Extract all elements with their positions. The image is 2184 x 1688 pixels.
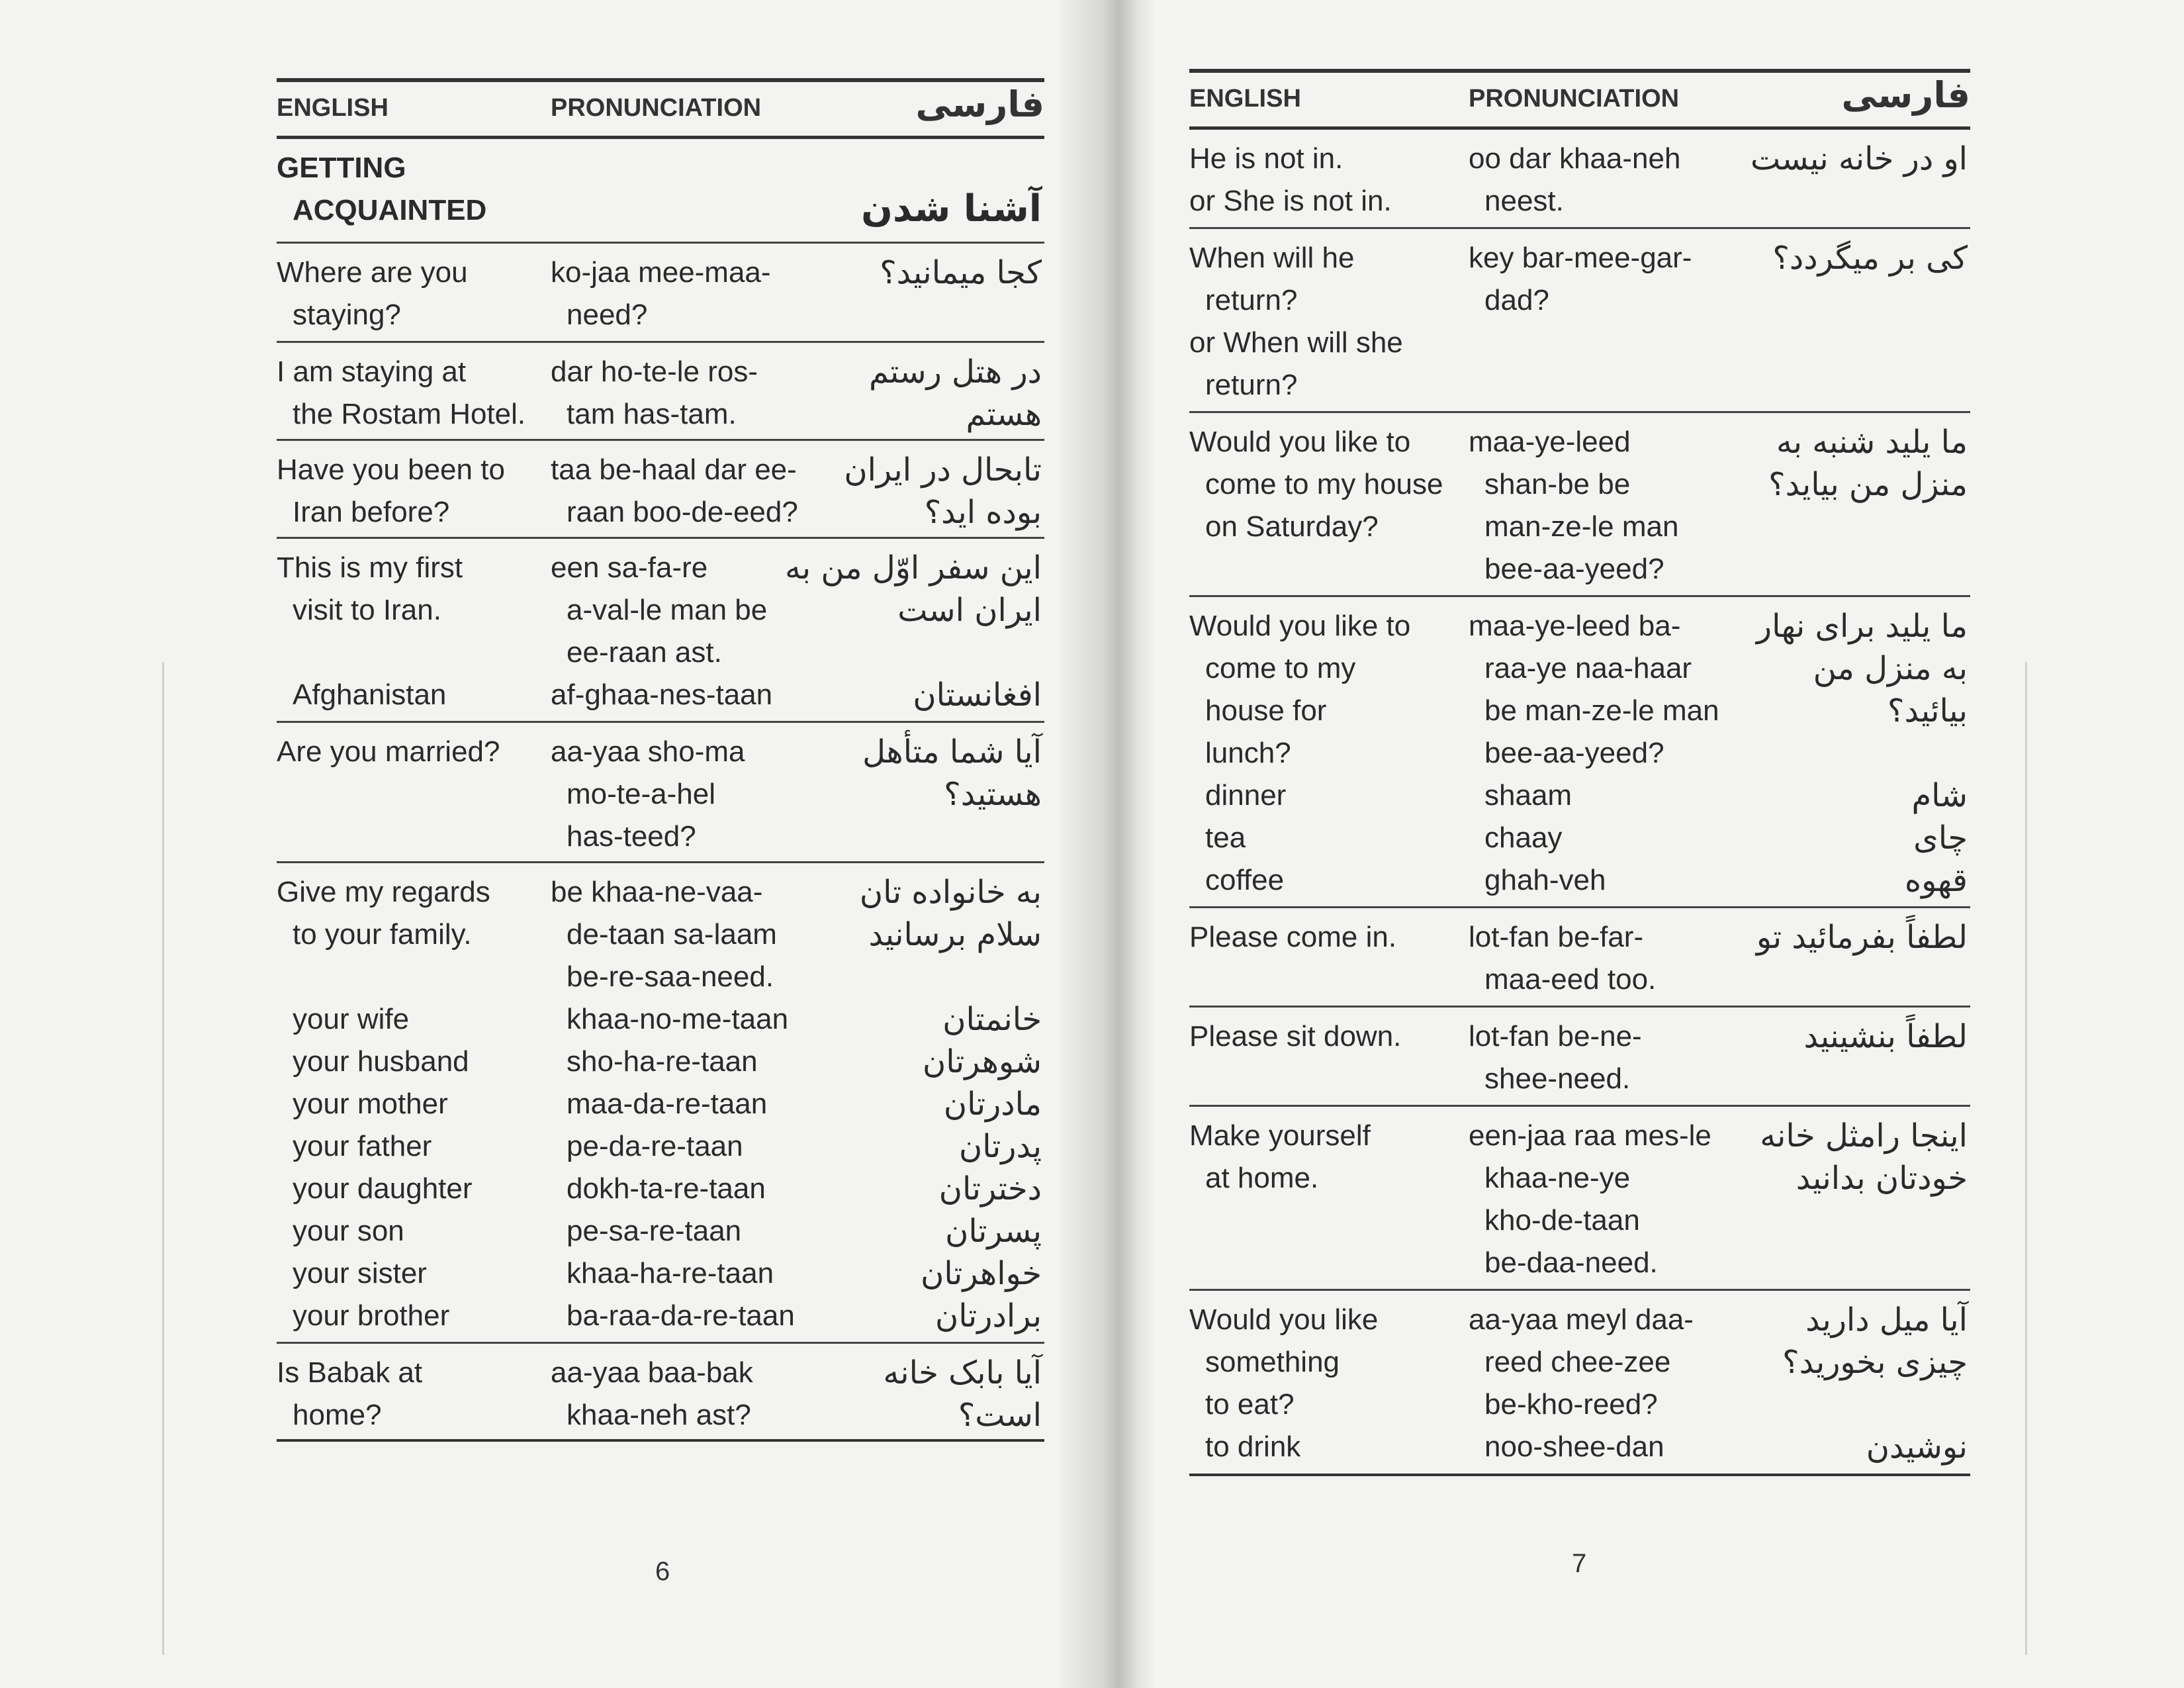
text-line: visit to Iran. (293, 594, 441, 626)
section-title-line: ACQUAINTED (293, 194, 487, 226)
text-line: to your family. (293, 918, 472, 951)
text-line: lot-fan be-far- (1469, 921, 1644, 953)
table-header (1189, 69, 1970, 130)
text-line: آیا میل دارید (1805, 1301, 1968, 1338)
farsi-cell (1756, 916, 1968, 959)
text-line: staying? (293, 299, 401, 331)
table-header (277, 78, 1044, 139)
page-number: 6 (655, 1557, 670, 1586)
text-line: dokh-ta-re-taan (567, 1172, 766, 1205)
text-line: پسرتان (945, 1213, 1042, 1250)
text-line: on Saturday? (1205, 510, 1379, 543)
phrase-row (1189, 1008, 1970, 1107)
text-line: Please sit down. (1189, 1020, 1402, 1053)
text-line: است؟ (958, 1397, 1042, 1434)
pronunciation-cell (551, 547, 815, 716)
text-line: your brother (293, 1299, 450, 1332)
text-line: your wife (293, 1003, 410, 1035)
farsi-cell (1751, 138, 1968, 180)
text-line: هستید؟ (944, 776, 1042, 813)
pronunciation-cell (551, 731, 815, 858)
text-line: your son (293, 1215, 404, 1247)
text-line: Is Babak at (277, 1356, 423, 1389)
text-line: shaam (1484, 779, 1572, 812)
text-line: a-val-le man be (567, 594, 768, 626)
text-line: Please come in. (1189, 921, 1397, 953)
farsi-cell (785, 547, 1042, 716)
pronunciation-cell (1469, 1015, 1733, 1100)
farsi-cell (883, 1352, 1042, 1436)
farsi-cell (860, 871, 1042, 1337)
phrase-row (277, 723, 1044, 863)
text-line: منزل من بیاید؟ (1768, 466, 1968, 503)
pronunciation-cell (551, 1352, 815, 1436)
text-line (785, 632, 1042, 674)
phrase-row (1189, 908, 1970, 1008)
text-line: tam has-tam. (567, 398, 737, 430)
text-line: return? (1205, 284, 1298, 316)
english-cell (277, 351, 525, 436)
text-line: dar ho-te-le ros- (551, 355, 758, 388)
english-cell (277, 547, 463, 716)
header-pronunciation: PRONUNCIATION (551, 94, 762, 122)
english-cell (277, 449, 505, 534)
text-line: هستم (966, 396, 1042, 433)
text-line: mo-te-a-hel (567, 778, 715, 810)
text-line: ما یلید شنبه به (1776, 424, 1968, 461)
text-line: تابحال در ایران (844, 451, 1042, 489)
text-line: Iran before? (293, 496, 450, 528)
header-pronunciation: PRONUNCIATION (1469, 85, 1680, 113)
text-line: has-teed? (567, 820, 696, 853)
text-line: the Rostam Hotel. (293, 398, 526, 430)
text-line: khaa-no-me-taan (567, 1003, 789, 1035)
english-cell (1189, 421, 1443, 548)
text-line: aa-yaa baa-bak (551, 1356, 753, 1389)
text-line: آیا شما متأهل (862, 733, 1042, 771)
english-cell (277, 1352, 422, 1436)
text-line: دخترتان (938, 1170, 1042, 1207)
text-line: Give my regards (277, 876, 490, 908)
text-line: When will he (1189, 242, 1355, 274)
text-line: een sa-fa-re (551, 551, 708, 584)
text-line: shee-need. (1484, 1062, 1631, 1095)
phrase-row (1189, 413, 1970, 597)
text-line: شام (1911, 777, 1968, 814)
text-line: Make yourself (1189, 1119, 1371, 1152)
pronunciation-cell (1469, 138, 1733, 222)
text-line: be man-ze-le man (1484, 694, 1719, 727)
text-line: khaa-neh ast? (567, 1399, 751, 1431)
text-line: come to my house (1205, 468, 1443, 500)
text-line: aa-yaa sho-ma (551, 735, 745, 768)
text-line: to drink (1205, 1430, 1301, 1463)
text-line: house for (1205, 694, 1327, 727)
english-cell (277, 731, 500, 773)
text-line: Where are you (277, 256, 468, 289)
text-line: ایران است (897, 592, 1042, 629)
pronunciation-cell (1469, 1115, 1733, 1284)
text-line: taa be-haal dar ee- (551, 453, 797, 486)
text-line: chaay (1484, 821, 1563, 854)
text-line: raa-ye naa-haar (1484, 652, 1692, 684)
text-line: tea (1205, 821, 1246, 854)
text-line (277, 632, 463, 674)
text-line: come to my (1205, 652, 1356, 684)
text-line: چای (1913, 820, 1968, 857)
english-cell (277, 252, 468, 336)
english-cell (1189, 1299, 1378, 1468)
section-title-farsi: آشنا شدن (861, 187, 1042, 230)
text-line: Afghanistan (293, 679, 447, 711)
text-line: او در خانه نیست (1750, 140, 1968, 177)
phrase-table-left (277, 78, 1044, 1442)
text-line (1782, 1383, 1968, 1426)
text-line: key bar-mee-gar- (1469, 242, 1692, 274)
text-line: خانمتان (942, 1001, 1042, 1038)
text-line: ee-raan ast. (567, 636, 722, 669)
text-line: ba-raa-da-re-taan (567, 1299, 795, 1332)
text-line: raan boo-de-eed? (567, 496, 798, 528)
text-line: خودتان بدانید (1796, 1160, 1968, 1197)
text-line: بیائید؟ (1888, 692, 1968, 729)
english-cell (1189, 1015, 1401, 1058)
text-line: شوهرتان (922, 1043, 1042, 1080)
text-line: neest. (1484, 185, 1564, 217)
farsi-cell (1756, 605, 1968, 902)
text-line: your father (293, 1130, 432, 1162)
text-line: نوشیدن (1866, 1429, 1968, 1466)
text-line: your sister (293, 1257, 427, 1289)
section-title-english (277, 147, 486, 232)
text-line: shan-be be (1484, 468, 1631, 500)
text-line: خواهرتان (921, 1255, 1042, 1292)
phrase-row (1189, 130, 1970, 229)
english-cell (1189, 1115, 1371, 1199)
text-line: aa-yaa meyl daa- (1469, 1303, 1694, 1336)
text-line: I am staying at (277, 355, 467, 388)
text-line: your daughter (293, 1172, 473, 1205)
phrase-row (1189, 1291, 1970, 1476)
text-line: or When will she (1189, 326, 1403, 359)
text-line: dad? (1484, 284, 1549, 316)
farsi-cell (862, 731, 1042, 816)
text-line: or She is not in. (1189, 185, 1392, 217)
text-line: oo dar khaa-neh (1469, 142, 1681, 175)
text-line: مادرتان (943, 1086, 1042, 1123)
text-line: need? (567, 299, 648, 331)
text-line: khaa-ne-ye (1484, 1162, 1631, 1194)
text-line: سلام برسانید (868, 916, 1042, 953)
text-line: your husband (293, 1045, 469, 1078)
farsi-cell (880, 252, 1042, 294)
farsi-cell (844, 449, 1042, 534)
text-line: کی بر میگردد؟ (1772, 240, 1968, 277)
text-line: Are you married? (277, 735, 500, 768)
right-page (1189, 0, 1970, 1688)
text-line (277, 956, 490, 998)
text-line: آیا بابک خانه (883, 1354, 1042, 1391)
phrase-row (277, 244, 1044, 343)
page-edge-right (2025, 662, 2027, 1655)
page-edge-left (162, 662, 164, 1655)
text-line (1756, 732, 1968, 774)
english-cell (1189, 138, 1392, 222)
text-line: at home. (1205, 1162, 1319, 1194)
farsi-cell (1782, 1299, 1968, 1468)
text-line: de-taan sa-laam (567, 918, 777, 951)
section-title-line: GETTING (277, 152, 406, 184)
text-line: ko-jaa mee-maa- (551, 256, 771, 289)
text-line: bee-aa-yeed? (1484, 553, 1664, 585)
left-page (277, 0, 1044, 1688)
text-line: Would you like to (1189, 426, 1411, 458)
text-line: kho-de-taan (1484, 1204, 1640, 1237)
text-line: قهوه (1904, 862, 1968, 899)
text-line: een-jaa raa mes-le (1469, 1119, 1711, 1152)
pronunciation-cell (551, 871, 815, 1337)
text-line: این سفر اوّل من به (785, 549, 1042, 586)
text-line: reed chee-zee (1484, 1346, 1671, 1378)
book-gutter (1059, 0, 1158, 1688)
pronunciation-cell (1469, 605, 1733, 902)
text-line: Have you been to (277, 453, 505, 486)
text-line: home? (293, 1399, 382, 1431)
text-line: coffee (1205, 864, 1285, 896)
text-line: ghah-veh (1484, 864, 1606, 896)
farsi-cell (1804, 1015, 1968, 1058)
phrase-row (277, 441, 1044, 539)
header-english: ENGLISH (1189, 85, 1301, 113)
text-line: pe-da-re-taan (567, 1130, 743, 1162)
text-line: be-kho-reed? (1484, 1388, 1658, 1421)
text-line: Would you like to (1189, 610, 1411, 642)
pronunciation-cell (1469, 237, 1733, 322)
text-line: چیزی بخورید؟ (1782, 1344, 1968, 1381)
phrase-row (1189, 597, 1970, 908)
farsi-cell (1768, 421, 1968, 506)
text-line: khaa-ha-re-taan (567, 1257, 774, 1289)
text-line: maa-ye-leed ba- (1469, 610, 1681, 642)
text-line: something (1205, 1346, 1340, 1378)
text-line: be-daa-need. (1484, 1246, 1658, 1279)
text-line: This is my first (277, 551, 463, 584)
phrase-table-right (1189, 69, 1970, 1476)
text-line: your mother (293, 1088, 448, 1120)
phrase-row (1189, 1107, 1970, 1291)
page-number: 7 (1572, 1549, 1587, 1578)
text-line: bee-aa-yeed? (1484, 737, 1664, 769)
english-cell (1189, 916, 1396, 959)
text-line: کجا میمانید؟ (880, 254, 1042, 291)
text-line: He is not in. (1189, 142, 1343, 175)
text-line: pe-sa-re-taan (567, 1215, 742, 1247)
text-line: اینجا رامثل خانه (1760, 1117, 1968, 1154)
pronunciation-cell (551, 449, 815, 534)
text-line: maa-da-re-taan (567, 1088, 768, 1120)
text-line: به خانواده تان (859, 874, 1042, 911)
header-farsi: فارسی (1841, 75, 1970, 115)
text-line: be khaa-ne-vaa- (551, 876, 763, 908)
header-farsi: فارسی (915, 85, 1044, 124)
pronunciation-cell (551, 252, 815, 336)
farsi-cell (869, 351, 1042, 436)
pronunciation-cell (1469, 916, 1733, 1001)
text-line: بوده اید؟ (924, 494, 1042, 531)
section-heading-row (277, 139, 1044, 244)
text-line: lunch? (1205, 737, 1291, 769)
phrase-row (277, 1344, 1044, 1442)
text-line: return? (1205, 369, 1298, 401)
text-line: be-re-saa-need. (567, 961, 774, 993)
phrase-row (277, 863, 1044, 1344)
text-line: man-ze-le man (1484, 510, 1679, 543)
text-line: به منزل من (1813, 650, 1968, 687)
text-line: لطفاً بفرمائید تو (1756, 919, 1968, 956)
text-line: ما یلید برای نهار (1756, 608, 1968, 645)
text-line: dinner (1205, 779, 1287, 812)
text-line: پدرتان (959, 1128, 1042, 1165)
text-line: af-ghaa-nes-taan (551, 679, 773, 711)
text-line: maa-eed too. (1484, 963, 1657, 996)
text-line (860, 956, 1042, 998)
text-line: noo-shee-dan (1484, 1430, 1664, 1463)
text-line: lot-fan be-ne- (1469, 1020, 1642, 1053)
farsi-cell (1772, 237, 1968, 279)
english-cell (277, 871, 490, 1337)
text-line: sho-ha-re-taan (567, 1045, 758, 1078)
phrase-row (277, 343, 1044, 441)
pronunciation-cell (551, 351, 815, 436)
text-line: افغانستان (913, 677, 1042, 714)
text-line: maa-ye-leed (1469, 426, 1631, 458)
text-line: to eat? (1205, 1388, 1295, 1421)
english-cell (1189, 237, 1403, 406)
text-line: در هتل رستم (868, 353, 1042, 391)
farsi-cell (1760, 1115, 1968, 1199)
phrase-row (1189, 229, 1970, 413)
pronunciation-cell (1469, 1299, 1733, 1468)
english-cell (1189, 605, 1410, 902)
text-line: لطفاً بنشینید (1803, 1018, 1968, 1055)
text-line: Would you like (1189, 1303, 1379, 1336)
header-english: ENGLISH (277, 94, 388, 122)
text-line: برادرتان (935, 1297, 1042, 1335)
phrase-row (277, 539, 1044, 723)
pronunciation-cell (1469, 421, 1733, 590)
